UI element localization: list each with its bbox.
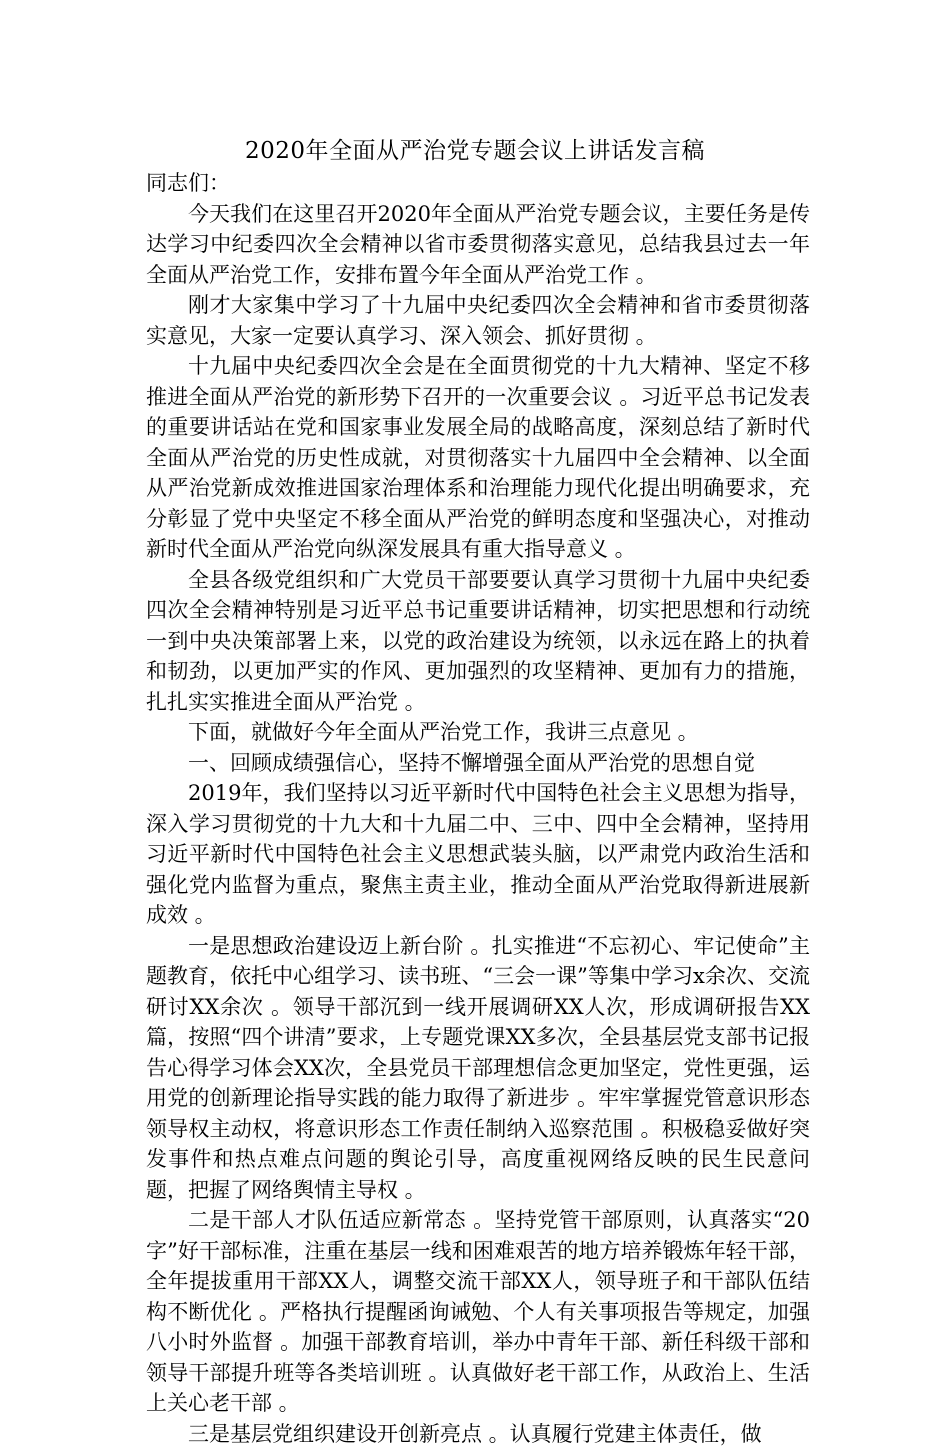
paragraph: 2019年，我们坚持以习近平新时代中国特色社会主义思想为指导，深入学习贯彻党的十九大和十九届二中、三中、四中全会精神，坚持用习近平新时代中国特色社会主义思想武装头脑，以严肃党内政治生活和强化党内监督为重点，聚焦主责主业，推动全面从严治党取得新进展新成效 。 [146,778,810,931]
paragraph: 全县各级党组织和广大党员干部要要认真学习贯彻十九届中央纪委四次全会精神特别是习近平总书记重要讲话精神，切实把思想和行动统一到中央决策部署上来，以党的政治建设为统领，以永远在路上的执着和韧劲，以更加严实的作风、更加强烈的攻坚精神、更加有力的措施，扎扎实实推进全面从严治党 。 [146,565,810,718]
document-title: 2020年全面从严治党专题会议上讲话发言稿 [0,134,950,168]
paragraph: 下面，就做好今年全面从严治党工作，我讲三点意见 。 [146,717,810,748]
section-heading: 一、回顾成绩强信心，坚持不懈增强全面从严治党的思想自觉 [146,748,810,779]
salutation: 同志们： [146,168,810,199]
paragraph: 三是基层党组织建设开创新亮点 。认真履行党建主体责任，做 [146,1419,810,1449]
paragraph: 十九届中央纪委四次全会是在全面贯彻党的十九大精神、坚定不移推进全面从严治党的新形势下召开的一次重要会议 。习近平总书记发表的重要讲话站在党和国家事业发展全局的战略高度，深刻总结了新时代全面从严治党的历史性成就，对贯彻落实十九届四中全会精神、以全面从严治党新成效推进国家治理体系和治理能力现代化提出明确要求，充分彰显了党中央坚定不移全面从严治党的鲜明态度和坚强决心，对推动新时代全面从严治党向纵深发展具有重大指导意义 。 [146,351,810,565]
paragraph: 刚才大家集中学习了十九届中央纪委四次全会精神和省市委贯彻落实意见，大家一定要认真学习、深入领会、抓好贯彻 。 [146,290,810,351]
paragraph: 一是思想政治建设迈上新台阶 。扎实推进“不忘初心、牢记使命”主题教育，依托中心组学习、读书班、“三会一课”等集中学习x余次、交流研讨XX余次 。领导干部沉到一线开展调研XX人次，形成调研报告XX篇，按照“四个讲清”要求，上专题党课XX多次，全县基层党支部书记报告心得学习体会XX次，全县党员干部理想信念更加坚定，党性更强，运用党的创新理论指导实践的能力取得了新进步 。牢牢掌握党管意识形态领导权主动权，将意识形态工作责任制纳入巡察范围 。积极稳妥做好突发事件和热点难点问题的舆论引导，高度重视网络反映的民生民意问题，把握了网络舆情主导权 。 [146,931,810,1206]
paragraph: 二是干部人才队伍适应新常态 。坚持党管干部原则，认真落实“20字”好干部标准，注重在基层一线和困难艰苦的地方培养锻炼年轻干部，全年提拔重用干部XX人，调整交流干部XX人，领导班子和干部队伍结构不断优化 。严格执行提醒函询诫勉、个人有关事项报告等规定，加强八小时外监督 。加强干部教育培训，举办中青年干部、新任科级干部和领导干部提升班等各类培训班 。认真做好老干部工作，从政治上、生活上关心老干部 。 [146,1205,810,1419]
document-body [146,168,810,1449]
paragraph: 今天我们在这里召开2020年全面从严治党专题会议，主要任务是传达学习中纪委四次全会精神以省市委贯彻落实意见，总结我县过去一年全面从严治党工作，安排布置今年全面从严治党工作 。 [146,199,810,291]
